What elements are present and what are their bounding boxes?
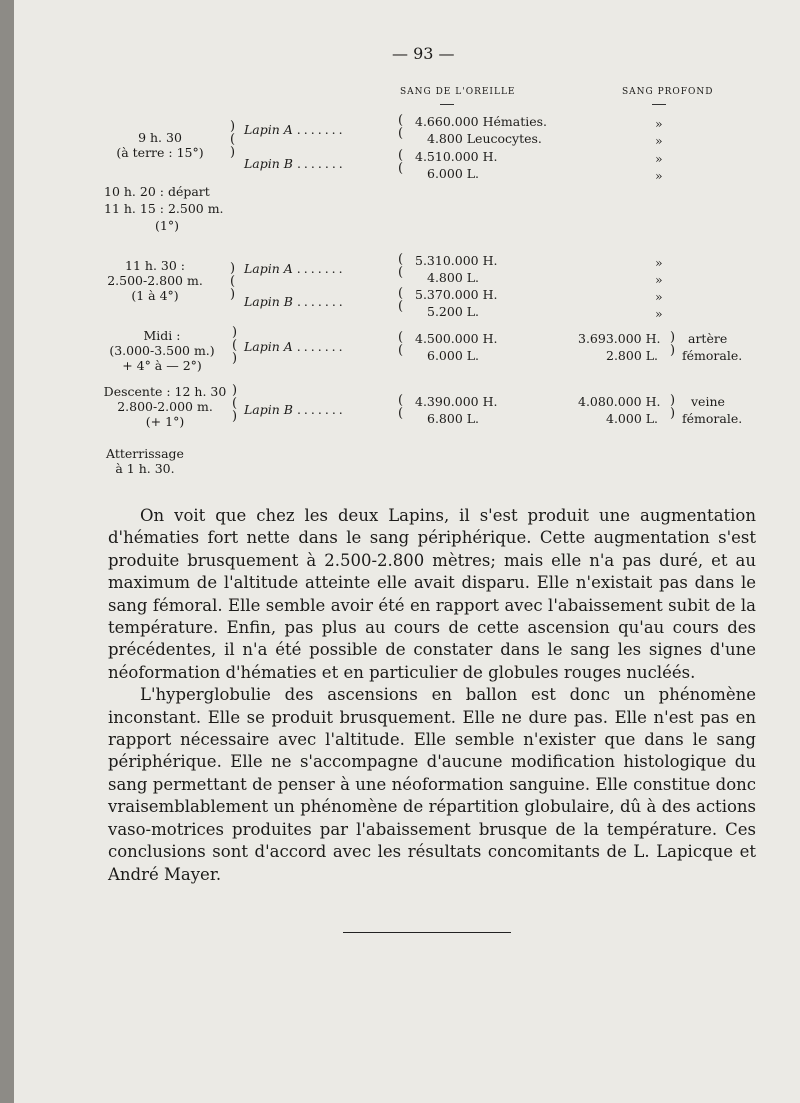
value-ear: 4.660.000 Hématies. <box>415 114 548 129</box>
time-label: Atterrissage à 1 h. 30. <box>106 446 184 476</box>
vessel-note: artère <box>688 331 728 346</box>
brace-right: ) ) <box>670 393 676 421</box>
brace-values: ( ( <box>398 148 404 176</box>
brace-values: ( ( <box>398 393 404 421</box>
vessel-note: veine <box>691 394 725 409</box>
header-dash <box>440 104 454 105</box>
brace-left: ) ( ) <box>230 261 236 302</box>
header-dash <box>652 104 666 105</box>
rabbit-label: Lapin B ....... <box>244 156 346 171</box>
value-ear: 4.510.000 H. <box>415 149 498 164</box>
brace-values: ( ( <box>398 330 404 358</box>
value-deep: » <box>655 133 663 148</box>
rabbit-label: Lapin A ....... <box>244 122 346 137</box>
rabbit-label: Lapin A ....... <box>244 339 346 354</box>
closing-rule <box>343 932 511 933</box>
brace-values: ( ( <box>398 113 404 141</box>
vessel-note: fémorale. <box>682 348 743 363</box>
brace-left: ) ( ) <box>232 325 238 366</box>
time-label: 11 h. 30 : 2.500-2.800 m. (1 à 4°) <box>107 258 203 303</box>
vessel-note: fémorale. <box>682 411 743 426</box>
value-deep: » <box>655 151 663 166</box>
value-ear: 5.310.000 H. <box>415 253 498 268</box>
rabbit-label: Lapin B ....... <box>244 294 346 309</box>
time-label: 9 h. 30 (à terre : 15°) <box>116 130 204 160</box>
time-label: Midi : (3.000-3.500 m.) + 4° à — 2°) <box>109 328 215 373</box>
value-ear: 5.200 L. <box>427 304 480 319</box>
value-deep: 2.800 L. <box>606 348 659 363</box>
page-number: — 93 — <box>392 44 455 63</box>
value-ear: 4.800 L. <box>427 270 480 285</box>
column-header-profond: SANG PROFOND <box>622 87 714 97</box>
time-label: Descente : 12 h. 30 2.800-2.000 m. (+ 1°) <box>103 384 227 429</box>
rabbit-label: Lapin B ....... <box>244 402 346 417</box>
value-ear: 4.500.000 H. <box>415 331 498 346</box>
value-deep: » <box>655 168 663 183</box>
brace-left: ) ( ) <box>230 119 236 160</box>
value-deep: 4.000 L. <box>606 411 659 426</box>
paragraph: L'hyperglobulie des ascensions en ballon est donc un phénomène inconstant. Elle se produit brusquement. Elle ne dure pas. Elle n'est pas en rapport nécessaire avec l'altitude. Elle semble n'exister que dans le sang périphérique. Elle ne s'accompagne d'aucune modification histologique du sang permettant de penser à une néoformation sanguine. Elle constitue donc vraisemblablement un phénomène de répartition globulaire, dû à des actions vaso-motrices produites par l'abaissement brusque de la température. Ces conclusions sont d'accord avec les résultats concomitants de L. Lapicque et André Mayer. <box>108 685 756 884</box>
time-label: 10 h. 20 : départ <box>104 184 210 199</box>
rabbit-label: Lapin A ....... <box>244 261 346 276</box>
paragraph: On voit que chez les deux Lapins, il s'est produit une augmentation d'hématies fort nette dans le sang périphérique. Cette augmentation s'est produite brusquement à 2.500-2.800 mètres; mais elle n'a pas duré, et au maximum de l'altitude atteinte elle avait disparu. Elle n'existait pas dans le sang fémoral. Elle semble avoir été en rapport avec l'abaissement subit de la température. Enfin, pas plus au cours de cette ascension qu'au cours des précédentes, il n'a été possible de constater dans le sang les signes d'une néoformation d'hématies et en particulier de globules rouges nucléés. <box>108 506 756 682</box>
value-deep: » <box>655 272 663 287</box>
value-deep: » <box>655 255 663 270</box>
value-ear: 4.800 Leucocytes. <box>427 131 542 146</box>
value-deep: 3.693.000 H. <box>578 331 661 346</box>
value-deep: » <box>655 289 663 304</box>
body-text <box>108 505 756 886</box>
column-header-oreille: SANG DE L'OREILLE <box>400 87 516 97</box>
value-deep: » <box>655 306 663 321</box>
brace-right: ) ) <box>670 330 676 358</box>
value-ear: 5.370.000 H. <box>415 287 498 302</box>
brace-values: ( ( <box>398 252 404 280</box>
value-deep: » <box>655 116 663 131</box>
value-ear: 4.390.000 H. <box>415 394 498 409</box>
value-ear: 6.000 L. <box>427 348 480 363</box>
brace-values: ( ( <box>398 286 404 314</box>
time-label: (1°) <box>155 218 179 233</box>
value-ear: 6.000 L. <box>427 166 480 181</box>
value-deep: 4.080.000 H. <box>578 394 661 409</box>
value-ear: 6.800 L. <box>427 411 480 426</box>
brace-left: ) ( ) <box>232 383 238 424</box>
time-label: 11 h. 15 : 2.500 m. <box>104 201 224 216</box>
